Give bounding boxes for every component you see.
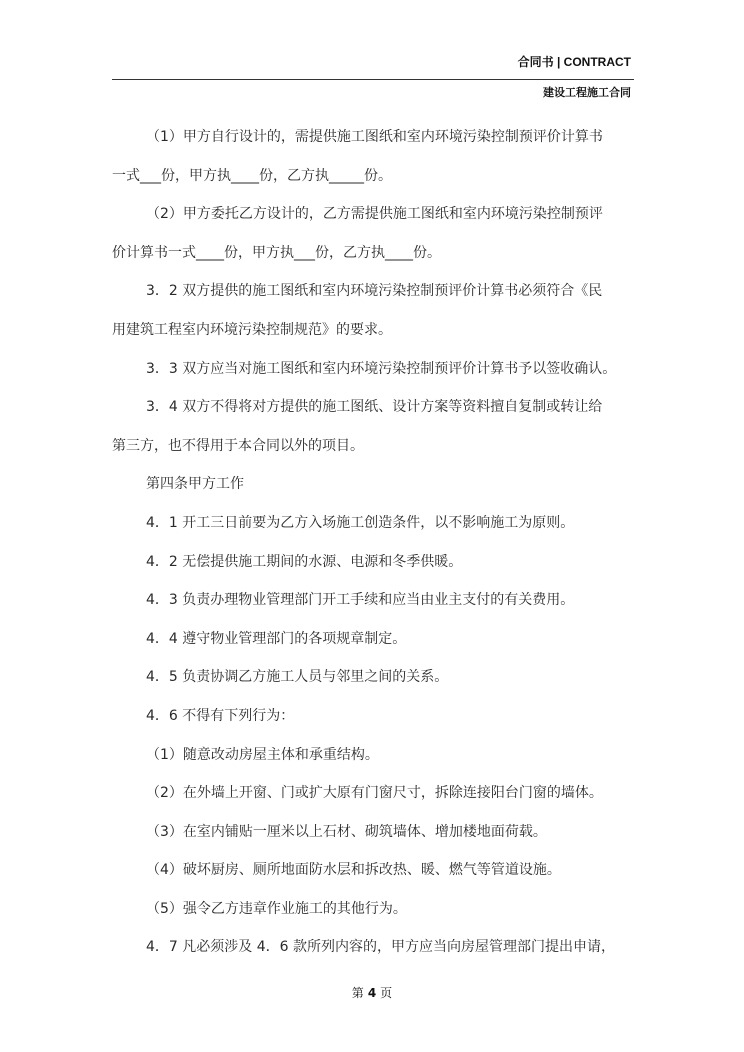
header-title: 合同书 | CONTRACT [517,55,631,69]
page-footer [0,984,744,1001]
paragraph-line: 4．2 无偿提供施工期间的水源、电源和冬季供暖。 [146,553,463,570]
page-number: 4 [367,986,377,1000]
paragraph-line: （1）甲方自行设计的，需提供施工图纸和室内环境污染控制预评价计算书 [146,129,603,145]
paragraph-line: 3．2 双方提供的施工图纸和室内环境污染控制预评价计算书必须符合《民 [146,283,603,300]
paragraph-line: 第三方，也不得用于本合同以外的项目。 [112,437,364,454]
paragraph-line: 3．4 双方不得将对方提供的施工图纸、设计方案等资料擅自复制或转让给 [146,399,603,416]
paragraph-line: 一式___份，甲方执____份，乙方执_____份。 [112,167,392,184]
paragraph-line: 4．4 遵守物业管理部门的各项规章制定。 [146,630,407,647]
paragraph-line: （3）在室内铺贴一厘米以上石材、砌筑墙体、增加楼地面荷载。 [146,823,547,840]
paragraph-line: （2）在外墙上开窗、门或扩大原有门窗尺寸，拆除连接阳台门窗的墙体。 [146,785,603,802]
paragraph-line: 3．3 双方应当对施工图纸和室内环境污染控制预评价计算书予以签收确认。 [146,360,617,377]
paragraph-line: 4．3 负责办理物业管理部门开工手续和应当由业主支付的有关费用。 [146,592,575,609]
paragraph-line: 4．7 凡必须涉及 4．6 款所列内容的，甲方应当向房屋管理部门提出申请， [146,939,615,956]
paragraph-line: （4）破坏厨房、厕所地面防水层和拆改热、暖、燃气等管道设施。 [146,862,561,879]
footer-prefix: 第 [351,986,364,1000]
paragraph-line: （1）随意改动房屋主体和承重结构。 [146,746,379,763]
paragraph-line: 用建筑工程室内环境污染控制规范》的要求。 [112,321,392,338]
paragraph-line: 价计算书一式____份，甲方执___份，乙方执____份。 [112,244,441,261]
paragraph-line: （2）甲方委托乙方设计的，乙方需提供施工图纸和室内环境污染控制预评 [146,206,603,223]
paragraph-line: 4．1 开工三日前要为乙方入场施工创造条件，以不影响施工为原则。 [146,514,575,531]
paragraph-line: 第四条甲方工作 [146,476,244,493]
paragraph-line: （5）强令乙方违章作业施工的其他行为。 [146,900,407,917]
footer-suffix: 页 [380,986,393,1000]
paragraph-line: 4．5 负责协调乙方施工人员与邻里之间的关系。 [146,669,449,686]
document-body [112,118,642,967]
header-divider [112,79,634,80]
paragraph-line: 4．6 不得有下列行为： [146,707,295,724]
header-subtitle: 建设工程施工合同 [543,86,631,99]
